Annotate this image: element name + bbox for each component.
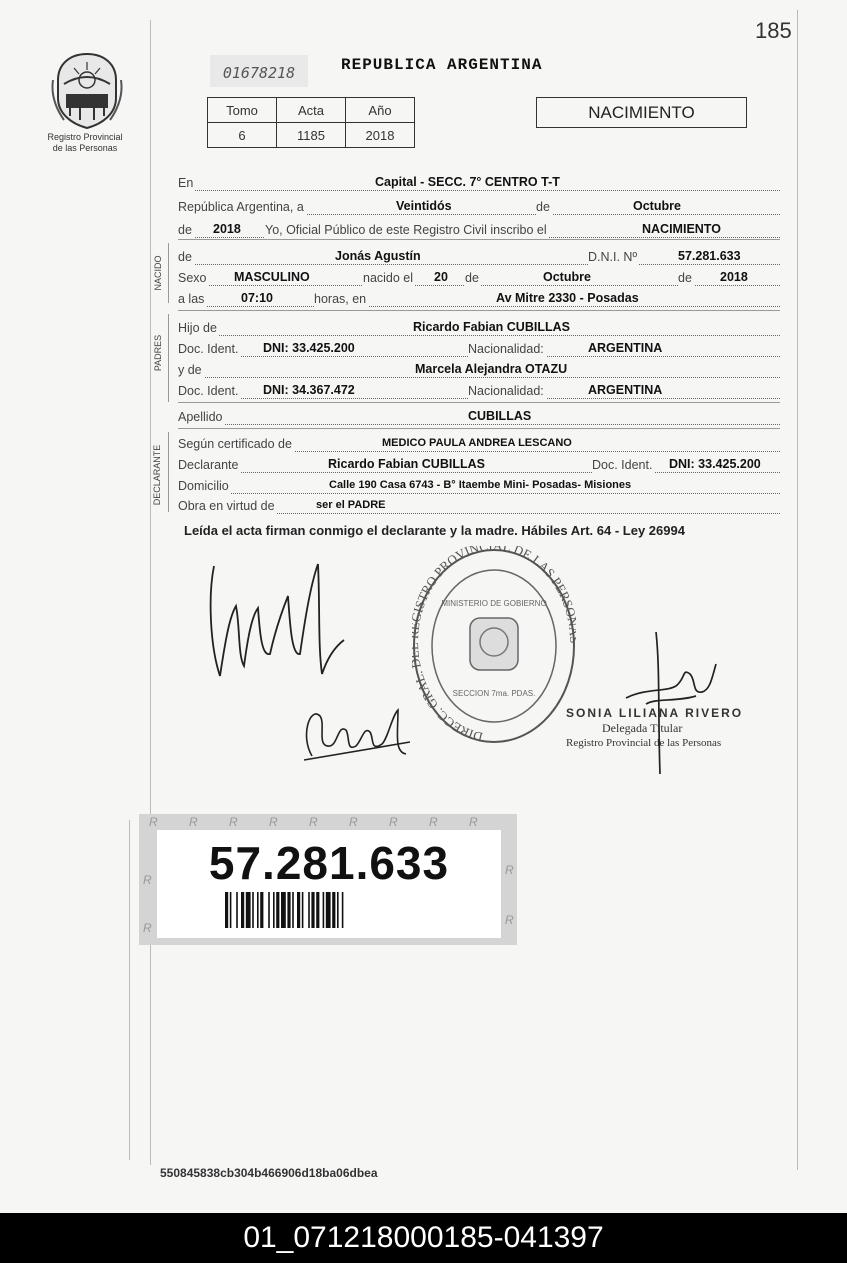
nacido-de3-label: de (678, 271, 692, 285)
domicilio-value: Calle 190 Casa 6743 - B° Itaembe Mini- Posadas- Misiones (329, 479, 632, 491)
row-nacido-hora (178, 290, 780, 307)
svg-text:R: R (389, 815, 398, 829)
declarante-label: Declarante (178, 458, 239, 472)
logo-caption-line1: Registro Provincial (47, 132, 123, 142)
svg-text:R: R (505, 913, 514, 927)
domicilio-label: Domicilio (178, 479, 229, 493)
row-y-de (178, 361, 780, 378)
certificado-value: MEDICO PAULA ANDREA LESCANO (382, 437, 572, 449)
barcode-bar (257, 892, 259, 928)
document-hash: 550845838cb304b466906d18ba06dbea (160, 1166, 378, 1180)
ano-value: 2018 (346, 123, 415, 148)
y-de-label: y de (178, 363, 202, 377)
serial-number: 01678218 (210, 55, 308, 87)
sexo-label: Sexo (178, 271, 207, 285)
en-label: En (178, 176, 194, 190)
nacido-de-label: de (178, 250, 192, 264)
record-type-box: NACIMIENTO (536, 97, 747, 128)
nacido-lugar: Av Mitre 2330 - Posadas (496, 291, 639, 305)
barcode-bar (246, 892, 251, 928)
provincial-emblem-logo (50, 50, 124, 130)
row-certificado (178, 435, 780, 452)
svg-text:R: R (309, 815, 318, 829)
anio-value: 2018 (213, 222, 241, 236)
officer-stamp (566, 706, 743, 751)
madre-nacionalidad: ARGENTINA (588, 383, 663, 397)
official-seal (412, 546, 576, 746)
logo-caption-line2: de las Personas (52, 143, 118, 153)
row-republica (178, 198, 780, 215)
apellido-label: Apellido (178, 410, 223, 424)
footer-id: 01_071218000185-041397 (243, 1221, 604, 1254)
row-madre-doc (178, 382, 780, 399)
row-en (178, 174, 780, 191)
seal-inner-text: MINISTERIO DE GOBIERNO (441, 599, 547, 608)
declarante-top-line (178, 428, 780, 429)
declarante-side-line (168, 432, 169, 512)
document-title: REPUBLICA ARGENTINA (341, 56, 543, 74)
row-hijo-de (178, 319, 780, 336)
officer-signature (616, 628, 726, 778)
mes-value: Octubre (633, 199, 681, 213)
hijo-de-label: Hijo de (178, 321, 217, 335)
obra-value: ser el PADRE (316, 499, 386, 511)
nacido-mes: Octubre (543, 270, 591, 284)
mother-signature (294, 696, 414, 768)
dia-value: Veintidós (396, 199, 452, 213)
svg-text:R: R (269, 815, 278, 829)
left-margin-line (150, 20, 151, 1165)
barcode-bar (276, 892, 279, 928)
inscribo-value: NACIMIENTO (642, 222, 721, 236)
tomo-header: Tomo (208, 98, 277, 123)
padre-nac-label: Nacionalidad: (468, 342, 544, 356)
barcode-bar (268, 892, 270, 928)
de2-label: de (178, 223, 192, 237)
barcode-bar (302, 892, 304, 928)
nacido-el-label: nacido el (363, 271, 414, 285)
sexo-value: MASCULINO (234, 270, 310, 284)
certificado-label: Según certificado de (178, 437, 292, 451)
officer-title: Delegada Titular (602, 721, 683, 735)
padres-side-line (168, 314, 169, 402)
page-number: 185 (755, 18, 792, 43)
apellido-top-line (178, 402, 780, 403)
yo-label: Yo, Oficial Público de este Registro Civil inscribo el (265, 223, 547, 237)
officer-name: SONIA LILIANA RIVERO (566, 706, 744, 720)
padres-section-label: PADRES (153, 334, 163, 372)
barcode-bar (332, 892, 335, 928)
tomo-value: 6 (208, 123, 277, 148)
de-label: de (536, 200, 550, 214)
dni-label: D.N.I. Nº (588, 250, 638, 264)
nacido-side-line (168, 243, 169, 303)
row-obra (178, 497, 780, 514)
barcode-bar (241, 892, 244, 928)
seal-ring-text: DIRECC. GRAL STRO PROVINC L DE LAS PERS (412, 546, 576, 745)
madre-doc: DNI: 34.367.472 (263, 383, 355, 397)
svg-text:R: R (349, 815, 358, 829)
barcode-bar (281, 892, 286, 928)
obra-label: Obra en virtud de (178, 499, 275, 513)
row-nacido-sexo (178, 269, 780, 286)
apellido-value: CUBILLAS (468, 409, 532, 423)
madre-doc-label: Doc. Ident. (178, 384, 239, 398)
barcode-bar (326, 892, 331, 928)
officer-registry: Registro Provincial de las Personas (566, 737, 722, 749)
barcode-bar (260, 892, 263, 928)
row-padre-doc (178, 340, 780, 357)
seal-bottom-text: SECCION 7ma. PDAS. (452, 689, 536, 698)
svg-text:R: R (149, 815, 158, 829)
nacido-de2-label: de (465, 271, 479, 285)
declarante-nombre: Ricardo Fabian CUBILLAS (328, 457, 485, 471)
nacido-hora: 07:10 (241, 291, 273, 305)
nacido-anio: 2018 (720, 270, 748, 284)
svg-text:R: R (505, 863, 514, 877)
barcode-bar (230, 892, 232, 928)
barcode-bar (311, 892, 314, 928)
acta-header: Acta (277, 98, 346, 123)
barcode-bar (323, 892, 325, 928)
barcode-bar (316, 892, 319, 928)
svg-text:R: R (429, 815, 438, 829)
closing-statement: Leída el acta firman conmigo el declarante y la madre. Hábiles Art. 64 - Ley 26994 (184, 523, 685, 538)
svg-text:R: R (143, 873, 152, 887)
nacido-dni: 57.281.633 (678, 249, 741, 263)
acta-value: 1185 (277, 123, 346, 148)
barcode-bar (292, 892, 294, 928)
svg-text:R: R (229, 815, 238, 829)
nacido-dia: 20 (434, 270, 448, 284)
padre-doc: DNI: 33.425.200 (263, 341, 355, 355)
svg-text:R: R (143, 921, 152, 935)
barcode-bar (337, 892, 339, 928)
declarante-doc: DNI: 33.425.200 (669, 457, 761, 471)
republica-label: República Argentina, a (178, 200, 304, 214)
barcode-bar (297, 892, 300, 928)
logo-caption (30, 132, 140, 154)
row-nacido-nombre (178, 248, 780, 265)
nacido-nombre: Jonás Agustín (335, 249, 421, 263)
declarant-signature (200, 556, 350, 686)
left-outer-margin-line (129, 820, 130, 1160)
horas-en-label: horas, en (314, 292, 367, 306)
padre-doc-label: Doc. Ident. (178, 342, 239, 356)
barcode-bar (225, 892, 228, 928)
row-anio (178, 221, 780, 238)
barcode-bar (287, 892, 290, 928)
svg-text:R: R (469, 815, 478, 829)
svg-text:R: R (189, 815, 198, 829)
nacido-section-label: NACIDO (153, 255, 163, 291)
madre-nombre: Marcela Alejandra OTAZU (415, 362, 568, 376)
madre-nac-label: Nacionalidad: (468, 384, 544, 398)
barcode-bar (252, 892, 254, 928)
barcode-bar (342, 892, 344, 928)
nacido-top-line (178, 239, 780, 240)
row-apellido (178, 408, 780, 425)
padre-nombre: Ricardo Fabian CUBILLAS (413, 320, 570, 334)
declarante-doc-label: Doc. Ident. (592, 458, 653, 472)
padres-top-line (178, 310, 780, 311)
row-domicilio (178, 477, 780, 494)
en-value: Capital - SECC. 7° CENTRO T-T (375, 175, 560, 189)
label-dni-number: 57.281.633 (208, 837, 450, 889)
tomo-acta-ano-table (207, 97, 415, 148)
barcode-bar (236, 892, 238, 928)
barcode-bar (273, 892, 275, 928)
a-las-label: a las (178, 292, 205, 306)
right-margin-line (797, 10, 798, 1170)
declarante-section-label: DECLARANTE (152, 444, 162, 506)
ano-header: Año (346, 98, 415, 123)
padre-nacionalidad: ARGENTINA (588, 341, 663, 355)
barcode-bar (308, 892, 310, 928)
row-declarante (178, 456, 780, 473)
barcode-bars (225, 892, 435, 928)
